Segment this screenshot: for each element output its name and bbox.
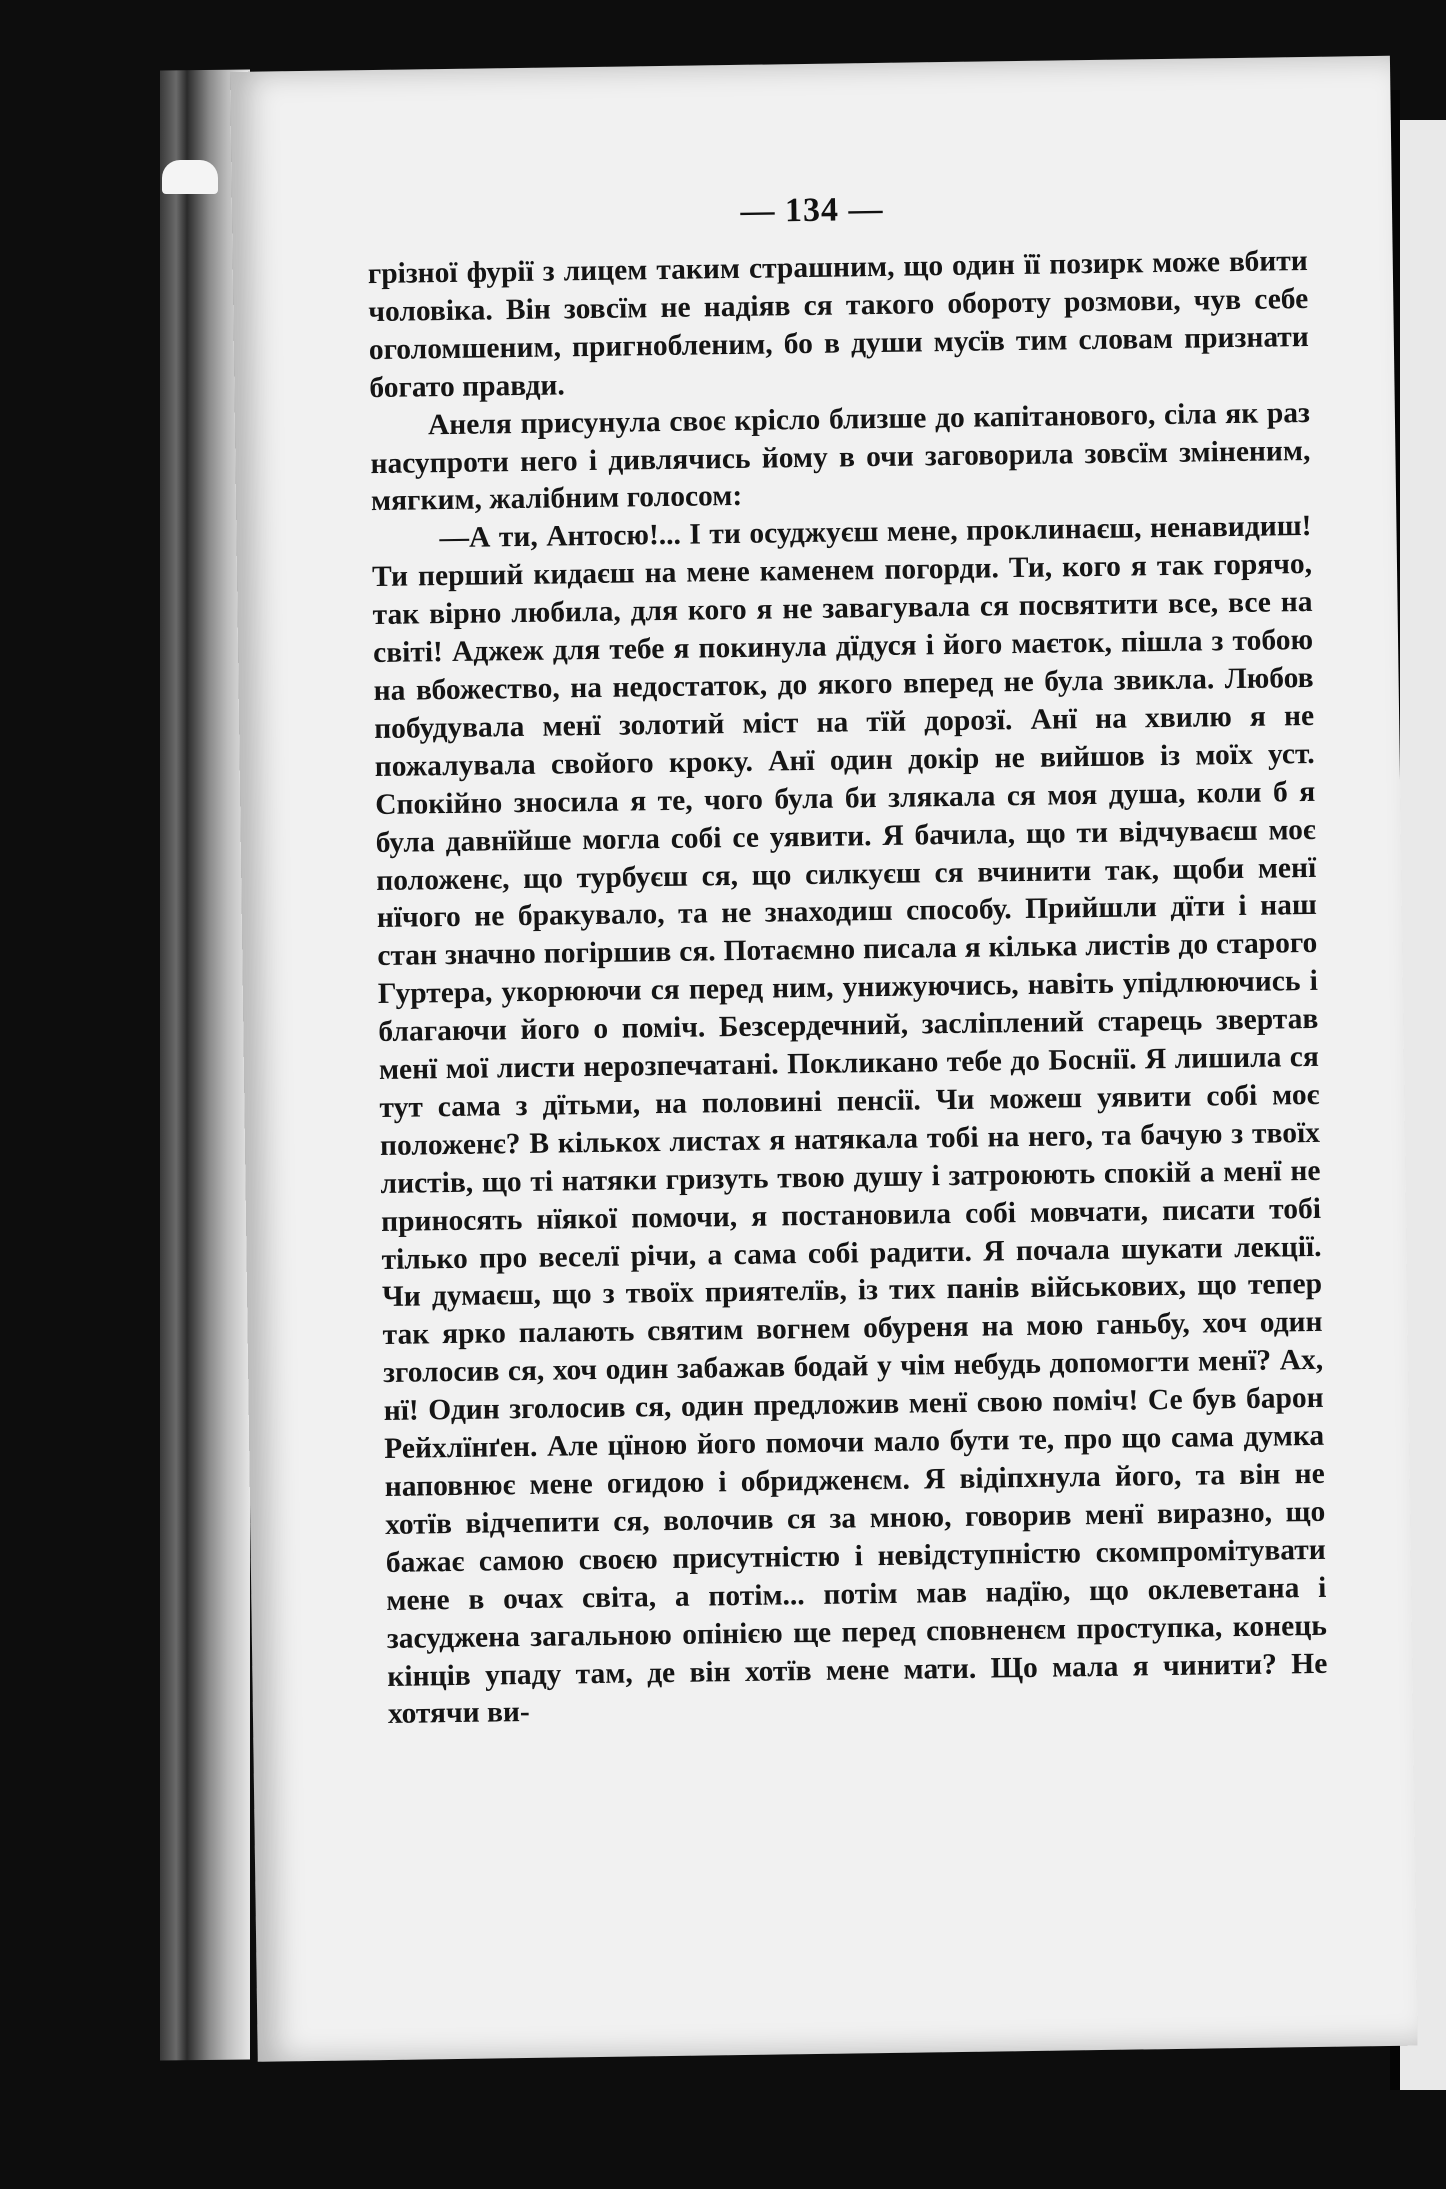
paragraph-2: Анеля присунула своє крісло близше до капітанового, сіла як раз насупроти него і дивлячись йому в очи заговорила зовсїм зміненим, мягким, жалібним голосом:	[370, 396, 1311, 518]
paragraph-1: грізної фурії з лицем таким страшним, що один її позирк може вбити чоловіка. Він зовсїм не надіяв ся такого обороту розмови, чув себе оголомшеним, пригнобленим, бо в души мусїв тим словам признати богато правди.	[367, 244, 1310, 404]
page-number: — 134 —	[740, 190, 884, 230]
paragraph-3: —А ти, Антосю!... І ти осуджуєш мене, проклинаєш, ненавидиш! Ти перший кидаєш на мене каменем погорди. Ти, кого я так горячо, так вірно любила, для кого я не завагувала ся посвятити все, все на світі! Аджеж для тебе я покинула дїдуся і його маєток, пішла з тобою на вбожество, на недостаток, до якого вперед не була звикла. Любов побудувала менї золотий міст на тїй дорозї. Анї на хвилю я не пожалувала свойого кроку. Анї один докір не вийшов із моїх уст. Спокійно зносила я те, чого була би злякала ся моя душа, коли б я була давнїйше могла собі се уявити. Я бачила, що ти відчуваєш моє положенє, що турбуєш ся, що силкуєш ся вчинити так, щоби менї нїчого не бракувало, та не знаходиш способу. Прийшли дїти і наш стан значно погіршив ся. Потаємно писала я кілька листів до старого Гуртера, укорюючи ся перед ним, унижуючись, навіть упідлюючись і благаючи його о поміч. Безсердечний, засліплений старець звертав менї мої листи нерозпечатані. Покликано тебе до Боснії. Я лишила ся тут сама з дїтьми, на половині пенсії. Чи можеш уявити собі моє положенє? В кількох листах я натякала тобі на него, та бачую з твоїх листів, що ті натяки гризуть твою душу і затроюють спокій а менї не приносять нїякої помочи, я постановила собі мовчати, писати тобі тілько про веселї річи, а сама собі радити. Я почала шукати лекції. Чи думаєш, що з твоїх приятелїв, із тих панів військових, що тепер так ярко палають святим вогнем обуреня на мою ганьбу, хоч один зголосив ся, хоч один забажав бодай у чім небудь допомогти менї? Ах, нї! Один зголосив ся, один предложив менї свою поміч! Се був барон Рейхлїнґен. Але цїною його помочи мало бути те, про що сама думка наповнює мене огидою і обридженєм. Я відіпхнула його, та він не хотїв відчепити ся, волочив ся за мною, говорив менї виразно, що бажає самою своєю присутністю і невідступністю скомпромітувати мене в очах світа, а потім... потім мав надїю, що оклеветана і засуджена загальною опінією ще перед сповненєм проступка, конець кінців упаду там, де він хотїв мене мати. Що мала я чинити? Не хотячи ви-	[371, 510, 1328, 1731]
body-text	[368, 243, 1329, 1734]
page-tab-mark	[162, 160, 218, 194]
book-page	[230, 56, 1418, 2062]
